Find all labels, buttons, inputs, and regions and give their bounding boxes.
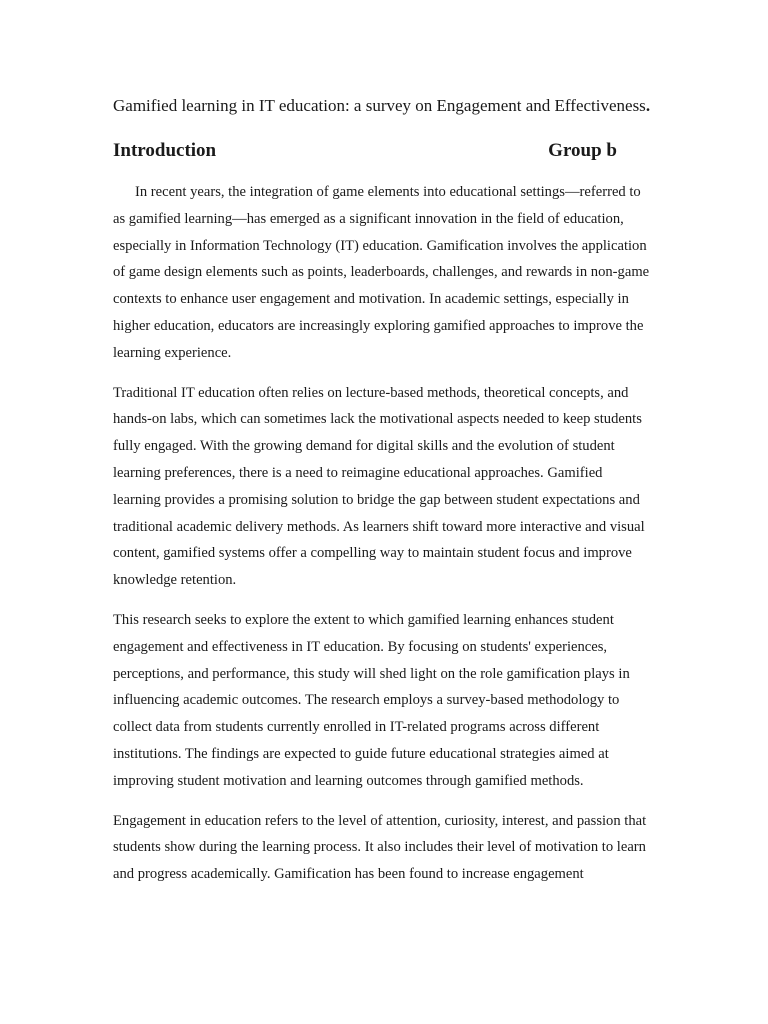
paragraph-4: Engagement in education refers to the level of attention, curiosity, interest, and passion that students show during the learning process. It also includes their level of motivation to learn and progress academically. Gamification has been found to increase engagement bbox=[113, 812, 647, 883]
paragraph-3: This research seeks to explore the extent to which gamified learning enhances student engagement and effectiveness in IT education. By focusing on students' experiences, perceptions, and performance, this study will shed light on the role gamification plays in influencing academic outcomes. The research employs a survey-based methodology to collect data from students currently enrolled in IT-related programs across different institutions. The findings are expected to guide future educational strategies aimed at improving student motivation and learning outcomes through gamified methods. bbox=[113, 611, 630, 789]
paragraph-1: In recent years, the integration of game elements into educational settings—referred to as gamified learning—has emerged as a significant innovation in the field of education, especially in Information Technology (IT) education. Gamification involves the application of game design elements such as points, leaderboards, challenges, and rewards in non-game contexts to enhance user engagement and motivation. In academic settings, especially in higher education, educators are increasingly exploring gamified approaches to improve the learning experience. bbox=[113, 184, 650, 361]
section-heading-row bbox=[113, 140, 617, 162]
group-label: Group b bbox=[548, 140, 617, 161]
paragraph-2: Traditional IT education often relies on lecture-based methods, theoretical concepts, and hands-on labs, which can sometimes lack the motivational aspects needed to keep students fully engaged. With the growing demand for digital skills and the evolution of student learning preferences, there is a need to reimagine educational approaches. Gamified learning provides a promising solution to bridge the gap between student expectations and traditional academic delivery methods. As learners shift toward more interactive and visual content, gamified systems offer a compelling way to maintain student focus and improve knowledge retention. bbox=[113, 384, 645, 589]
document-page bbox=[113, 88, 653, 888]
title-period: . bbox=[645, 96, 651, 115]
document-title bbox=[113, 88, 653, 123]
title-text: Gamified learning in IT education: a survey on Engagement and Effectiveness bbox=[113, 96, 646, 115]
section-heading: Introduction bbox=[113, 140, 217, 161]
